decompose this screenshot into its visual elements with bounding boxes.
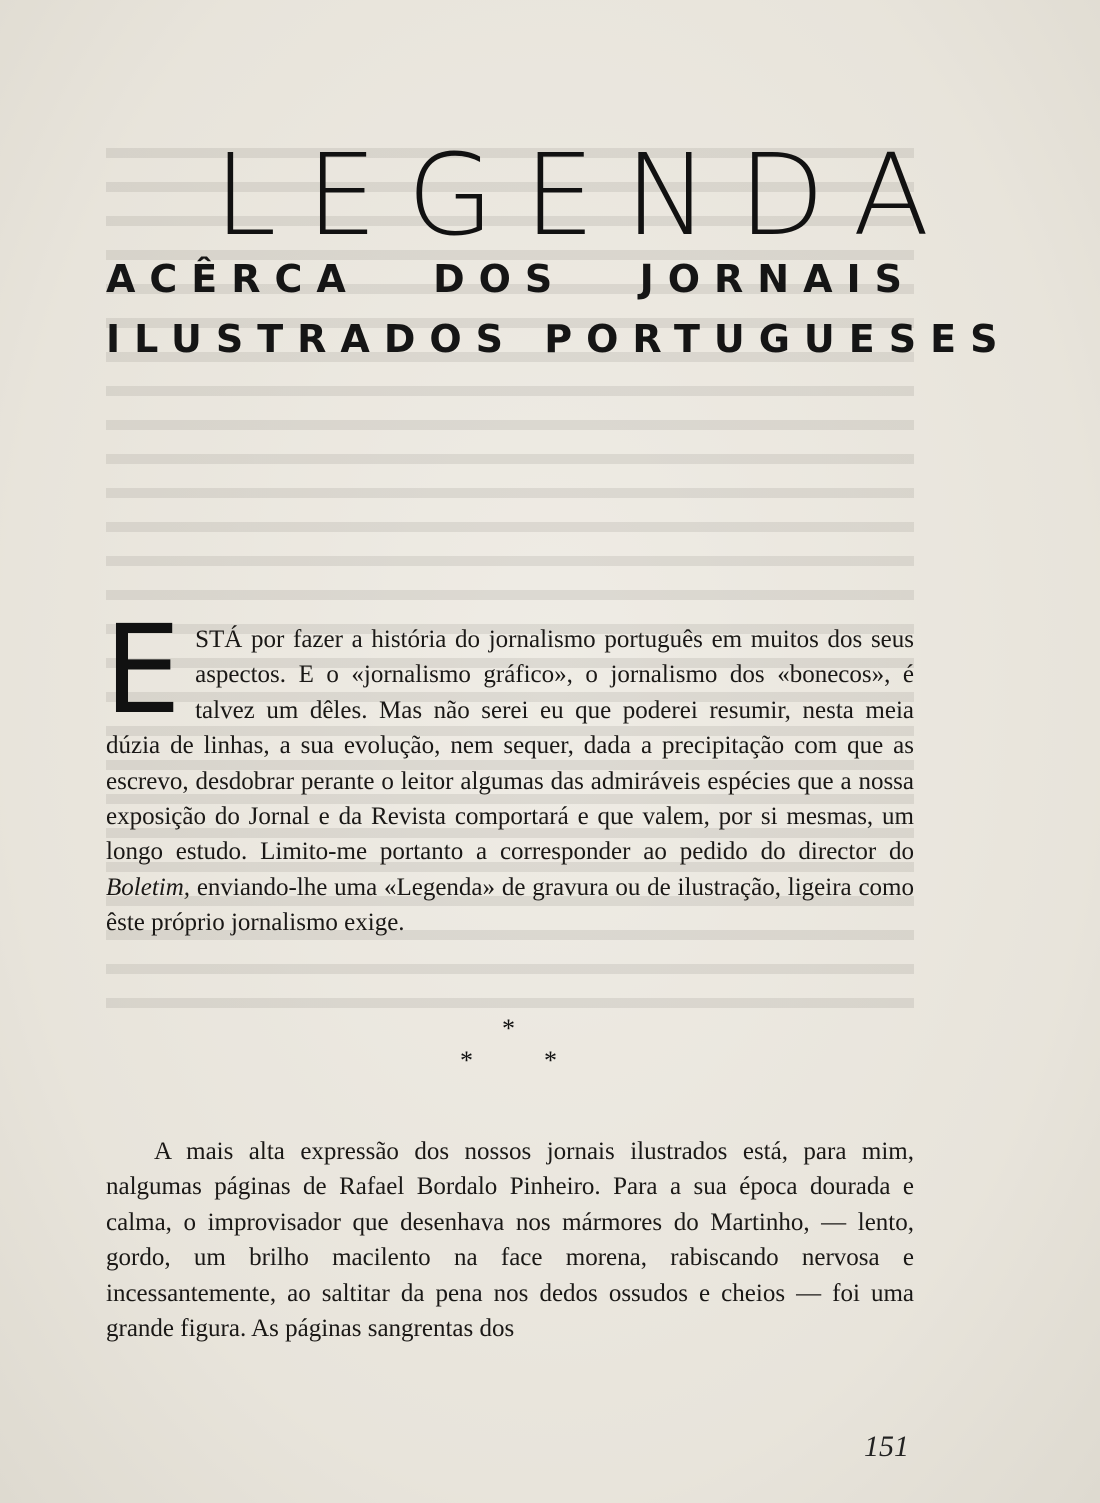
- subtitle-line-1: ACÊRCA DOS JORNAIS: [106, 257, 916, 301]
- paragraph-1-text-a: STÁ por fazer a história do jornalismo português em muitos dos seus aspectos. E o «jornalismo gráfico», o jornalismo dos «bonecos», é talvez um dêles. Mas não serei eu que poderei resumir, nesta meia dúzia de linhas, a sua evolução, nem sequer, dada a precipitação com que as escrevo, desdobrar perante o leitor algumas das admiráveis espécies que a nossa exposição do Jornal e da Revista comportará e que valem, por si mesmas, um longo estudo. Limito-me portanto a corresponder ao pedido do director do: [106, 626, 914, 866]
- asterisk-left: *: [460, 1046, 473, 1075]
- drop-cap: E: [104, 599, 182, 741]
- asterisk-top: *: [502, 1014, 515, 1043]
- paragraph-1-italic: Boletim,: [106, 873, 191, 901]
- subtitle-line-2: ILUSTRADOS PORTUGUESES: [106, 317, 1012, 361]
- asterism-separator: [460, 1016, 580, 1076]
- page-title: LEGENDA: [214, 131, 960, 261]
- paragraph-1-text-b: enviando-lhe uma «Legenda» de gravura ou de ilustração, ligeira como êste próprio jornalismo exige.: [106, 873, 914, 937]
- paragraph-1: [104, 599, 914, 941]
- asterisk-right: *: [544, 1046, 557, 1075]
- page-number: 151: [864, 1430, 909, 1463]
- paragraph-2: A mais alta expressão dos nossos jornais ilustrados está, para mim, nalgumas páginas de Rafael Bordalo Pinheiro. Para a sua época dourada e calma, o improvisador que desenhava nos mármores do Martinho, — lento, gordo, um brilho macilento na face morena, rabiscando nervosa e incessantemente, ao saltitar da pena nos dedos ossudos e cheios — foi uma grande figura. As páginas sangrentas dos: [106, 1138, 914, 1343]
